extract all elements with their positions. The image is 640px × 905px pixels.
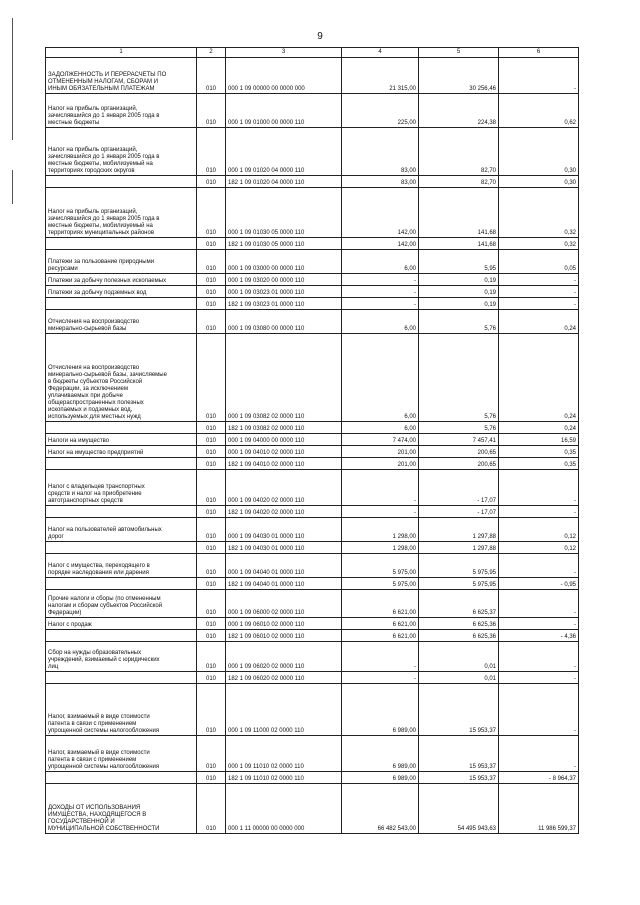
- row-value-plan: 5 975,00: [342, 554, 419, 578]
- row-budget-code: 182 1 09 01020 04 0000 110: [226, 176, 342, 188]
- row-budget-code: 000 1 09 04030 01 0000 110: [226, 518, 342, 542]
- row-line-code: 010: [197, 470, 226, 506]
- row-value-diff: 16,59: [499, 434, 579, 446]
- row-budget-code: 000 1 09 01030 05 0000 110: [226, 188, 342, 238]
- row-value-plan: -: [342, 298, 419, 310]
- row-line-code: 010: [197, 642, 226, 672]
- table-row: [46, 554, 579, 578]
- row-line-code: 010: [197, 250, 226, 274]
- table-row: [46, 518, 579, 542]
- table-row: [46, 506, 579, 518]
- row-value-diff: -: [499, 590, 579, 618]
- row-name: Налог на прибыль организаций, зачислявшийся до 1 января 2005 года в местные бюджеты, мобилизуемый на территориях муниципальных районов: [46, 188, 197, 238]
- row-value-diff: 11 986 599,37: [499, 784, 579, 834]
- row-value-actual: 5,76: [419, 310, 499, 334]
- row-value-actual: 5 975,95: [419, 578, 499, 590]
- row-line-code: 010: [197, 458, 226, 470]
- row-value-actual: 0,19: [419, 274, 499, 286]
- row-budget-code: 182 1 09 04020 02 0000 110: [226, 506, 342, 518]
- row-line-code: 010: [197, 554, 226, 578]
- row-budget-code: 000 1 09 11010 02 0000 110: [226, 736, 342, 772]
- row-budget-code: 000 1 09 03020 00 0000 110: [226, 274, 342, 286]
- table-row: [46, 274, 579, 286]
- row-budget-code: 000 1 09 04000 00 0000 110: [226, 434, 342, 446]
- table-row: [46, 446, 579, 458]
- row-value-actual: 5,76: [419, 334, 499, 422]
- header-row: [46, 48, 579, 58]
- row-value-plan: 6,00: [342, 422, 419, 434]
- row-line-code: 010: [197, 736, 226, 772]
- row-value-plan: 225,00: [342, 94, 419, 128]
- row-line-code: 010: [197, 94, 226, 128]
- table-row: [46, 94, 579, 128]
- row-value-actual: 54 495 943,63: [419, 784, 499, 834]
- row-value-diff: -: [499, 554, 579, 578]
- row-value-actual: 82,70: [419, 128, 499, 176]
- row-value-actual: 6 625,36: [419, 618, 499, 630]
- row-value-diff: 0,24: [499, 334, 579, 422]
- row-value-diff: -: [499, 506, 579, 518]
- row-budget-code: 000 1 09 00000 00 0000 000: [226, 58, 342, 94]
- row-line-code: 010: [197, 334, 226, 422]
- row-value-diff: 0,35: [499, 446, 579, 458]
- row-line-code: 010: [197, 286, 226, 298]
- table-row: [46, 590, 579, 618]
- row-value-plan: -: [342, 506, 419, 518]
- row-value-diff: -: [499, 642, 579, 672]
- row-value-plan: -: [342, 642, 419, 672]
- row-value-actual: 141,68: [419, 238, 499, 250]
- row-value-plan: 6 989,00: [342, 684, 419, 736]
- row-line-code: 010: [197, 618, 226, 630]
- table-row: [46, 630, 579, 642]
- table-row: [46, 784, 579, 834]
- row-name: Отчисления на воспроизводство минерально-сырьевой базы, зачисляемые в бюджеты субъектов Российской Федерации, за исключением уплачиваемых при добыче общераспространенных полезных ископаемых и подземных вод, используемых для местных нужд: [46, 334, 197, 422]
- row-line-code: 010: [197, 542, 226, 554]
- row-value-diff: 0,24: [499, 422, 579, 434]
- row-name: [46, 298, 197, 310]
- row-name: [46, 542, 197, 554]
- row-budget-code: 000 1 09 01020 04 0000 110: [226, 128, 342, 176]
- row-value-plan: 6 621,00: [342, 618, 419, 630]
- row-line-code: 010: [197, 684, 226, 736]
- row-value-plan: 142,00: [342, 188, 419, 238]
- row-value-actual: 0,19: [419, 286, 499, 298]
- row-value-plan: -: [342, 286, 419, 298]
- row-line-code: 010: [197, 630, 226, 642]
- row-value-actual: 6 625,37: [419, 590, 499, 618]
- row-value-plan: 6 989,00: [342, 736, 419, 772]
- row-name: Налоги на имущество: [46, 434, 197, 446]
- row-value-diff: -: [499, 298, 579, 310]
- row-value-diff: 0,62: [499, 94, 579, 128]
- row-value-diff: -: [499, 672, 579, 684]
- column-header: 4: [342, 48, 419, 58]
- row-name: [46, 458, 197, 470]
- row-budget-code: 182 1 09 11010 02 0000 110: [226, 772, 342, 784]
- table-row: [46, 772, 579, 784]
- row-value-actual: 82,70: [419, 176, 499, 188]
- row-value-diff: -: [499, 736, 579, 772]
- row-value-plan: 6,00: [342, 250, 419, 274]
- row-value-plan: 201,00: [342, 458, 419, 470]
- table-body: [46, 58, 579, 834]
- row-value-actual: 200,65: [419, 446, 499, 458]
- row-budget-code: 000 1 09 06020 02 0000 110: [226, 642, 342, 672]
- row-name: Платежи за добычу подземных вод: [46, 286, 197, 298]
- row-value-plan: 1 298,00: [342, 518, 419, 542]
- row-value-plan: 66 482 543,00: [342, 784, 419, 834]
- table-row: [46, 188, 579, 238]
- row-value-plan: 6 989,00: [342, 772, 419, 784]
- row-budget-code: 182 1 09 06020 02 0000 110: [226, 672, 342, 684]
- row-line-code: 010: [197, 518, 226, 542]
- row-line-code: 010: [197, 298, 226, 310]
- table-row: [46, 618, 579, 630]
- margin-line-top: [12, 18, 13, 140]
- row-budget-code: 000 1 09 04020 02 0000 110: [226, 470, 342, 506]
- table-row: [46, 58, 579, 94]
- row-value-actual: 5,95: [419, 250, 499, 274]
- row-line-code: 010: [197, 578, 226, 590]
- row-value-plan: 83,00: [342, 176, 419, 188]
- row-name: Налог с владельцев транспортных средств и налог на приобретение автотранспортных средств: [46, 470, 197, 506]
- row-line-code: 010: [197, 310, 226, 334]
- row-line-code: 010: [197, 672, 226, 684]
- table-row: [46, 298, 579, 310]
- row-value-plan: 1 298,00: [342, 542, 419, 554]
- row-name: [46, 630, 197, 642]
- table-row: [46, 434, 579, 446]
- row-name: [46, 772, 197, 784]
- row-value-diff: -: [499, 618, 579, 630]
- row-value-actual: 0,19: [419, 298, 499, 310]
- table-row: [46, 250, 579, 274]
- row-name: Налог с продаж: [46, 618, 197, 630]
- row-line-code: 010: [197, 590, 226, 618]
- row-budget-code: 000 1 09 03082 02 0000 110: [226, 334, 342, 422]
- row-value-plan: -: [342, 672, 419, 684]
- row-value-plan: 7 474,00: [342, 434, 419, 446]
- row-budget-code: 182 1 09 04030 01 0000 110: [226, 542, 342, 554]
- row-value-actual: 5,76: [419, 422, 499, 434]
- table-row: [46, 672, 579, 684]
- table-row: [46, 334, 579, 422]
- row-budget-code: 182 1 09 04040 01 0000 110: [226, 578, 342, 590]
- row-value-diff: 0,32: [499, 238, 579, 250]
- row-value-plan: 6 621,00: [342, 590, 419, 618]
- table-row: [46, 128, 579, 176]
- row-line-code: 010: [197, 422, 226, 434]
- margin-line-bottom: [12, 170, 13, 204]
- row-value-plan: 21 315,00: [342, 58, 419, 94]
- row-name: [46, 672, 197, 684]
- row-name: Налог, взимаемый в виде стоимости патента в связи с применением упрощенной системы налогообложения: [46, 736, 197, 772]
- row-value-actual: 6 625,36: [419, 630, 499, 642]
- row-value-diff: 0,12: [499, 542, 579, 554]
- row-value-actual: 5 975,95: [419, 554, 499, 578]
- row-budget-code: 182 1 09 03082 02 0000 110: [226, 422, 342, 434]
- row-value-actual: 30 256,46: [419, 58, 499, 94]
- row-name: Налог на прибыль организаций, зачислявшийся до 1 января 2005 года в местные бюджеты: [46, 94, 197, 128]
- table-row: [46, 238, 579, 250]
- row-line-code: 010: [197, 188, 226, 238]
- row-budget-code: 000 1 09 03023 01 0000 110: [226, 286, 342, 298]
- table-row: [46, 310, 579, 334]
- row-value-actual: 0,01: [419, 672, 499, 684]
- row-line-code: 010: [197, 784, 226, 834]
- row-value-actual: 15 953,37: [419, 772, 499, 784]
- column-header: 2: [197, 48, 226, 58]
- table-row: [46, 642, 579, 672]
- row-name: ДОХОДЫ ОТ ИСПОЛЬЗОВАНИЯ ИМУЩЕСТВА, НАХОДЯЩЕГОСЯ В ГОСУДАРСТВЕННОЙ И МУНИЦИПАЛЬНОЙ СОБСТВЕННОСТИ: [46, 784, 197, 834]
- row-value-diff: -: [499, 274, 579, 286]
- row-name: Налог с имущества, переходящего в порядке наследования или дарения: [46, 554, 197, 578]
- row-value-plan: -: [342, 470, 419, 506]
- row-value-actual: 224,38: [419, 94, 499, 128]
- row-value-diff: -: [499, 286, 579, 298]
- row-line-code: 010: [197, 274, 226, 286]
- table-row: [46, 458, 579, 470]
- row-value-diff: 0,32: [499, 188, 579, 238]
- row-name: Налог на пользователей автомобильных дорог: [46, 518, 197, 542]
- table-row: [46, 286, 579, 298]
- row-value-actual: 141,68: [419, 188, 499, 238]
- row-value-plan: 142,00: [342, 238, 419, 250]
- row-line-code: 010: [197, 176, 226, 188]
- report-table: [45, 47, 579, 834]
- row-line-code: 010: [197, 128, 226, 176]
- row-budget-code: 000 1 09 06010 02 0000 110: [226, 618, 342, 630]
- row-name: Сбор на нужды образовательных учреждений, взимаемый с юридических лиц: [46, 642, 197, 672]
- row-value-actual: 7 457,41: [419, 434, 499, 446]
- page-number: 9: [317, 31, 323, 42]
- table-row: [46, 578, 579, 590]
- row-name: Отчисления на воспроизводство минерально-сырьевой базы: [46, 310, 197, 334]
- row-name: Платежи за добычу полезных ископаемых: [46, 274, 197, 286]
- row-value-diff: 0,05: [499, 250, 579, 274]
- column-header: 6: [499, 48, 579, 58]
- column-header: 5: [419, 48, 499, 58]
- row-budget-code: 000 1 09 04040 01 0000 110: [226, 554, 342, 578]
- row-value-actual: - 17,07: [419, 506, 499, 518]
- row-name: Налог, взимаемый в виде стоимости патента в связи с применением упрощенной системы налогообложения: [46, 684, 197, 736]
- row-budget-code: 000 1 09 04010 02 0000 110: [226, 446, 342, 458]
- table-row: [46, 422, 579, 434]
- row-value-plan: 6 621,00: [342, 630, 419, 642]
- row-budget-code: 182 1 09 04010 02 0000 110: [226, 458, 342, 470]
- table-row: [46, 176, 579, 188]
- row-value-actual: 1 297,88: [419, 518, 499, 542]
- row-value-plan: 5 975,00: [342, 578, 419, 590]
- row-budget-code: 000 1 09 03000 00 0000 110: [226, 250, 342, 274]
- row-value-diff: 0,12: [499, 518, 579, 542]
- row-value-actual: 15 953,37: [419, 736, 499, 772]
- row-value-diff: 0,24: [499, 310, 579, 334]
- row-value-plan: 83,00: [342, 128, 419, 176]
- row-value-diff: - 8 964,37: [499, 772, 579, 784]
- row-line-code: 010: [197, 434, 226, 446]
- row-value-diff: - 4,36: [499, 630, 579, 642]
- row-value-diff: 0,35: [499, 458, 579, 470]
- row-value-actual: - 17,07: [419, 470, 499, 506]
- row-budget-code: 000 1 11 00000 00 0000 000: [226, 784, 342, 834]
- row-name: [46, 422, 197, 434]
- table-row: [46, 542, 579, 554]
- row-value-actual: 15 953,37: [419, 684, 499, 736]
- column-header: 1: [46, 48, 197, 58]
- row-name: [46, 176, 197, 188]
- row-value-diff: 0,30: [499, 128, 579, 176]
- row-name: [46, 506, 197, 518]
- column-header: 3: [226, 48, 342, 58]
- table-row: [46, 736, 579, 772]
- row-value-actual: 200,65: [419, 458, 499, 470]
- row-budget-code: 182 1 09 06010 02 0000 110: [226, 630, 342, 642]
- row-value-diff: - 0,95: [499, 578, 579, 590]
- row-line-code: 010: [197, 238, 226, 250]
- row-budget-code: 182 1 09 03023 01 0000 110: [226, 298, 342, 310]
- row-name: Платежи за пользование природными ресурсами: [46, 250, 197, 274]
- row-name: Налог на имущество предприятий: [46, 446, 197, 458]
- row-value-diff: 0,30: [499, 176, 579, 188]
- row-name: [46, 238, 197, 250]
- row-value-diff: -: [499, 684, 579, 736]
- row-name: [46, 578, 197, 590]
- row-value-plan: 6,00: [342, 334, 419, 422]
- row-name: ЗАДОЛЖЕННОСТЬ И ПЕРЕРАСЧЕТЫ ПО ОТМЕНЕННЫМ НАЛОГАМ, СБОРАМ И ИНЫМ ОБЯЗАТЕЛЬНЫМ ПЛАТЕЖАМ: [46, 58, 197, 94]
- table-row: [46, 684, 579, 736]
- row-line-code: 010: [197, 58, 226, 94]
- row-budget-code: 000 1 09 01000 00 0000 110: [226, 94, 342, 128]
- row-value-diff: -: [499, 58, 579, 94]
- row-name: Налог на прибыль организаций, зачислявшийся до 1 января 2005 года в местные бюджеты, мобилизуемый на территориях городских округов: [46, 128, 197, 176]
- row-value-actual: 0,01: [419, 642, 499, 672]
- row-budget-code: 182 1 09 01030 05 0000 110: [226, 238, 342, 250]
- row-line-code: 010: [197, 506, 226, 518]
- row-value-plan: 6,00: [342, 310, 419, 334]
- row-budget-code: 000 1 09 03080 00 0000 110: [226, 310, 342, 334]
- row-value-actual: 1 297,88: [419, 542, 499, 554]
- row-budget-code: 000 1 09 06000 02 0000 110: [226, 590, 342, 618]
- row-line-code: 010: [197, 772, 226, 784]
- table-row: [46, 470, 579, 506]
- row-name: Прочие налоги и сборы (по отмененным налогам и сборам субъектов Российской Федерации): [46, 590, 197, 618]
- row-value-diff: -: [499, 470, 579, 506]
- row-value-plan: -: [342, 274, 419, 286]
- row-line-code: 010: [197, 446, 226, 458]
- row-budget-code: 000 1 09 11000 02 0000 110: [226, 684, 342, 736]
- row-value-plan: 201,00: [342, 446, 419, 458]
